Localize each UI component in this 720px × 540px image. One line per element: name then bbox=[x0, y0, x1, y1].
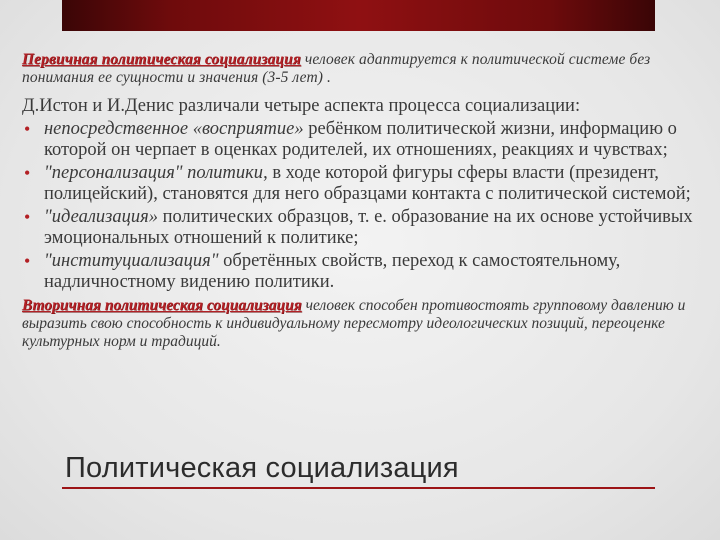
top-accent-bar bbox=[62, 0, 655, 31]
aspect-text: обретённых свойств, переход к самостоятельному, надличностному видению политики. bbox=[44, 251, 621, 292]
list-item bbox=[22, 163, 702, 205]
primary-socialization-term: Первичная политическая социализация bbox=[22, 51, 301, 68]
secondary-socialization-term: Вторичная политическая социализация bbox=[22, 297, 302, 314]
aspect-text: ребёнком политической жизни, информацию о которой он черпает в оценках родителей, их отношениях, реакциях и чувствах; bbox=[44, 119, 677, 160]
aspect-text: политических образцов, т. е. образование на их основе устойчивых эмоциональных отношений к политике; bbox=[44, 207, 693, 248]
slide-title: Политическая социализация bbox=[65, 452, 459, 484]
primary-socialization-paragraph bbox=[22, 51, 702, 87]
aspects-list bbox=[22, 119, 702, 293]
aspect-text: , в ходе которой фигуры сферы власти (президент, полицейский), становятся для него образцами контакта с политической системой; bbox=[44, 163, 691, 204]
aspect-term: "институциализация" bbox=[44, 251, 219, 271]
secondary-socialization-paragraph bbox=[22, 297, 702, 351]
slide-content bbox=[22, 51, 702, 351]
secondary-socialization-text: человек способен противостоять групповому давлению и выразить свою способность к индивидуальному пересмотру идеологических позиций, переоценке культурных норм и традиций. bbox=[22, 297, 686, 350]
bullet-icon: • bbox=[24, 163, 31, 183]
aspect-term: непосредственное «восприятие» bbox=[44, 119, 304, 139]
aspect-term: "персонализация" политики bbox=[44, 163, 264, 183]
list-item bbox=[22, 251, 702, 293]
title-underline bbox=[62, 487, 655, 489]
bullet-icon: • bbox=[24, 119, 31, 139]
list-item bbox=[22, 207, 702, 249]
bullet-icon: • bbox=[24, 251, 31, 271]
bullet-icon: • bbox=[24, 207, 31, 227]
aspect-term: "идеализация» bbox=[44, 207, 158, 227]
primary-socialization-text: человек адаптируется к политической системе без понимания ее сущности и значения (3-5 лет) . bbox=[22, 51, 651, 86]
intro-text: Д.Истон и И.Денис различали четыре аспекта процесса социализации: bbox=[22, 96, 581, 116]
list-item bbox=[22, 119, 702, 161]
